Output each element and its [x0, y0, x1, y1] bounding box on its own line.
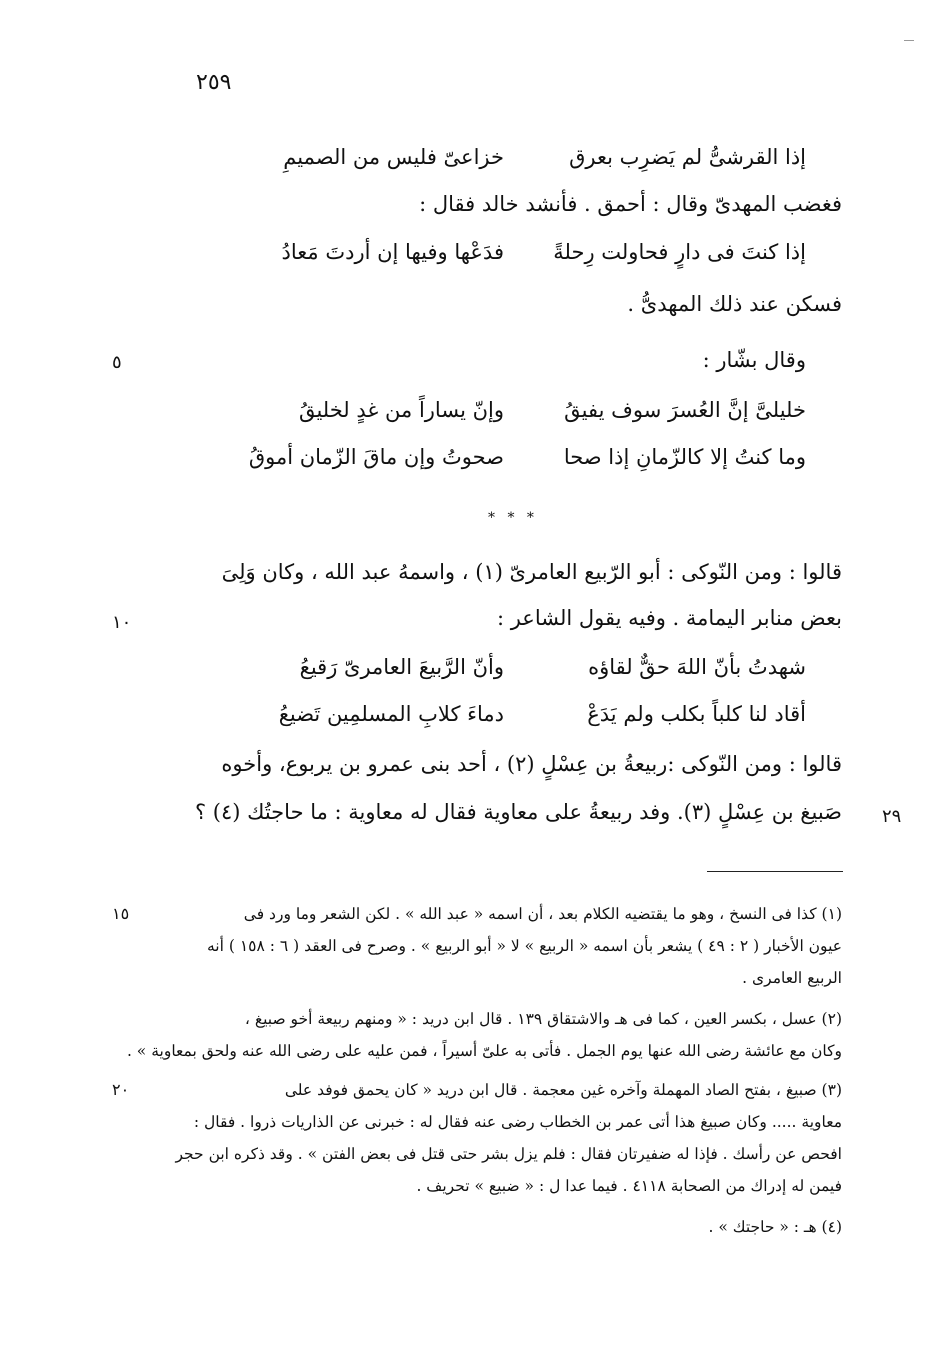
paragraph-4-line-2: بعض منابر اليمامة . وفيه يقول الشاعر :: [496, 606, 842, 630]
paragraph-5-line-2: صَبيغ بن عِسْلٍ (٣). وفد ربيعةُ على معاوية فقال له معاوية : ما حاجتُك (٤) ؟: [194, 800, 842, 824]
line-number-5: ٥: [112, 352, 122, 373]
verse-4-second-hemistich: صحوتُ وإن ماقَ الزّمان أموقُ: [248, 445, 504, 469]
section-separator: * * *: [488, 510, 538, 526]
page-number: ٢٥٩: [196, 70, 232, 95]
line-number-15: ١٥: [112, 904, 130, 923]
verse-2-first-hemistich: إذا كنتَ فى دارٍ فحاولت رِحلةً: [553, 240, 806, 264]
footnote-1-line-1: (١) كذا فى النسخ ، وهو ما يقتضيه الكلام بعد ، أن اسمه « عبد الله » . لكن الشعر وما ورد فى: [243, 905, 842, 923]
footnote-3-line-1: (٣) صبيغ ، بفتح الصاد المهملة وآخره غين معجمة . قال ابن دريد « كان يحمق فوفد على: [284, 1081, 842, 1099]
paragraph-4-line-1: قالوا : ومن النّوكى : أبو الرّبيع العامرىّ (١) ، واسمهُ عبد الله ، وكان وَلِىَ: [221, 560, 842, 584]
footnote-3-line-3: افحص عن رأسك . فإذا له ضفيرتان فقال : فلم يزل بشر حتى قتل فى بعض الفتن » . وقد ذكره ابن حجر: [175, 1145, 842, 1163]
manuscript-folio-number: ٢٩: [882, 806, 902, 827]
verse-4-first-hemistich: وما كنتُ إلا كالزّمانِ إذا صحا: [563, 445, 806, 469]
verse-5-first-hemistich: شهدتُ بأنّ اللهَ حقٌّ لقاؤه: [588, 655, 806, 679]
paragraph-1: فغضب المهدىّ وقال : أحمق . فأنشد خالد فقال :: [419, 192, 842, 216]
footnote-rule: [707, 871, 843, 872]
corner-mark: [904, 40, 914, 41]
line-number-20: ٢٠: [112, 1080, 130, 1099]
footnote-3-line-4: فيمن له إدراك من الصحابة ٤١١٨ . فيما عدا ل : « ضبيع » تحريف .: [416, 1177, 842, 1195]
paragraph-3: وقال بشّار :: [702, 348, 806, 372]
paragraph-5-line-1: قالوا : ومن النّوكى :ربيعةُ بن عِسْلٍ (٢) ، أحد بنى عمرو بن يربوع، وأخوه: [221, 752, 842, 776]
verse-6-first-hemistich: أقاد لنا كلباً بكلب ولم يَدَعْ: [587, 702, 806, 726]
verse-2-second-hemistich: فدَعْها وفيها إن أردتَ مَعادُ: [281, 240, 504, 264]
footnote-2-line-1: (٢) عسل ، بكسر العين ، كما فى هـ والاشتقاق ١٣٩ . قال ابن دريد : « ومنهم ربيعة أخو صبيغ ،: [244, 1010, 842, 1028]
verse-3-second-hemistich: وإنّ يساراً من غدٍ لخليقُ: [298, 398, 504, 422]
verse-1-first-hemistich: إذا القرشىُّ لم يَضرِب بعرق: [569, 145, 806, 169]
verse-1-second-hemistich: خزاعىّ فليس من الصميمِ: [283, 145, 504, 169]
verse-3-first-hemistich: خليلىَّ إنَّ العُسرَ سوف يفيقُ: [564, 398, 806, 422]
footnote-1-line-3: الربيع العامرى .: [742, 969, 842, 987]
line-number-10: ١٠: [112, 612, 132, 633]
footnote-2-line-2: وكان مع عائشة رضى الله عنها يوم الجمل . فأتى به علىّ أسيراً ، فمن عليه على رضى الله عنه ولحق بمعاوية » .: [126, 1042, 842, 1060]
footnote-3-line-2: معاوية ..... وكان صبيغ هذا أتى عمر بن الخطاب رضى عنه فقال له : خبرنى عن الذاريات ذروا . فقال :: [193, 1113, 842, 1131]
footnote-1-line-2: عيون الأخبار ( ٢ : ٤٩ ) يشعر بأن اسمه « الربيع » لا « أبو الربيع » . وصرح فى العقد ( ٦ : ١٥٨ ) أنه: [207, 937, 842, 955]
paragraph-2: فسكن عند ذلك المهدىُّ .: [627, 292, 842, 316]
footnote-4: (٤) هـ : « حاجتك » .: [708, 1218, 842, 1236]
verse-6-second-hemistich: دماءَ كلابِ المسلمِين تَضيعُ: [278, 702, 504, 726]
verse-5-second-hemistich: وأنّ الرَّبيعَ العامرىّ رَقيعُ: [299, 655, 504, 679]
